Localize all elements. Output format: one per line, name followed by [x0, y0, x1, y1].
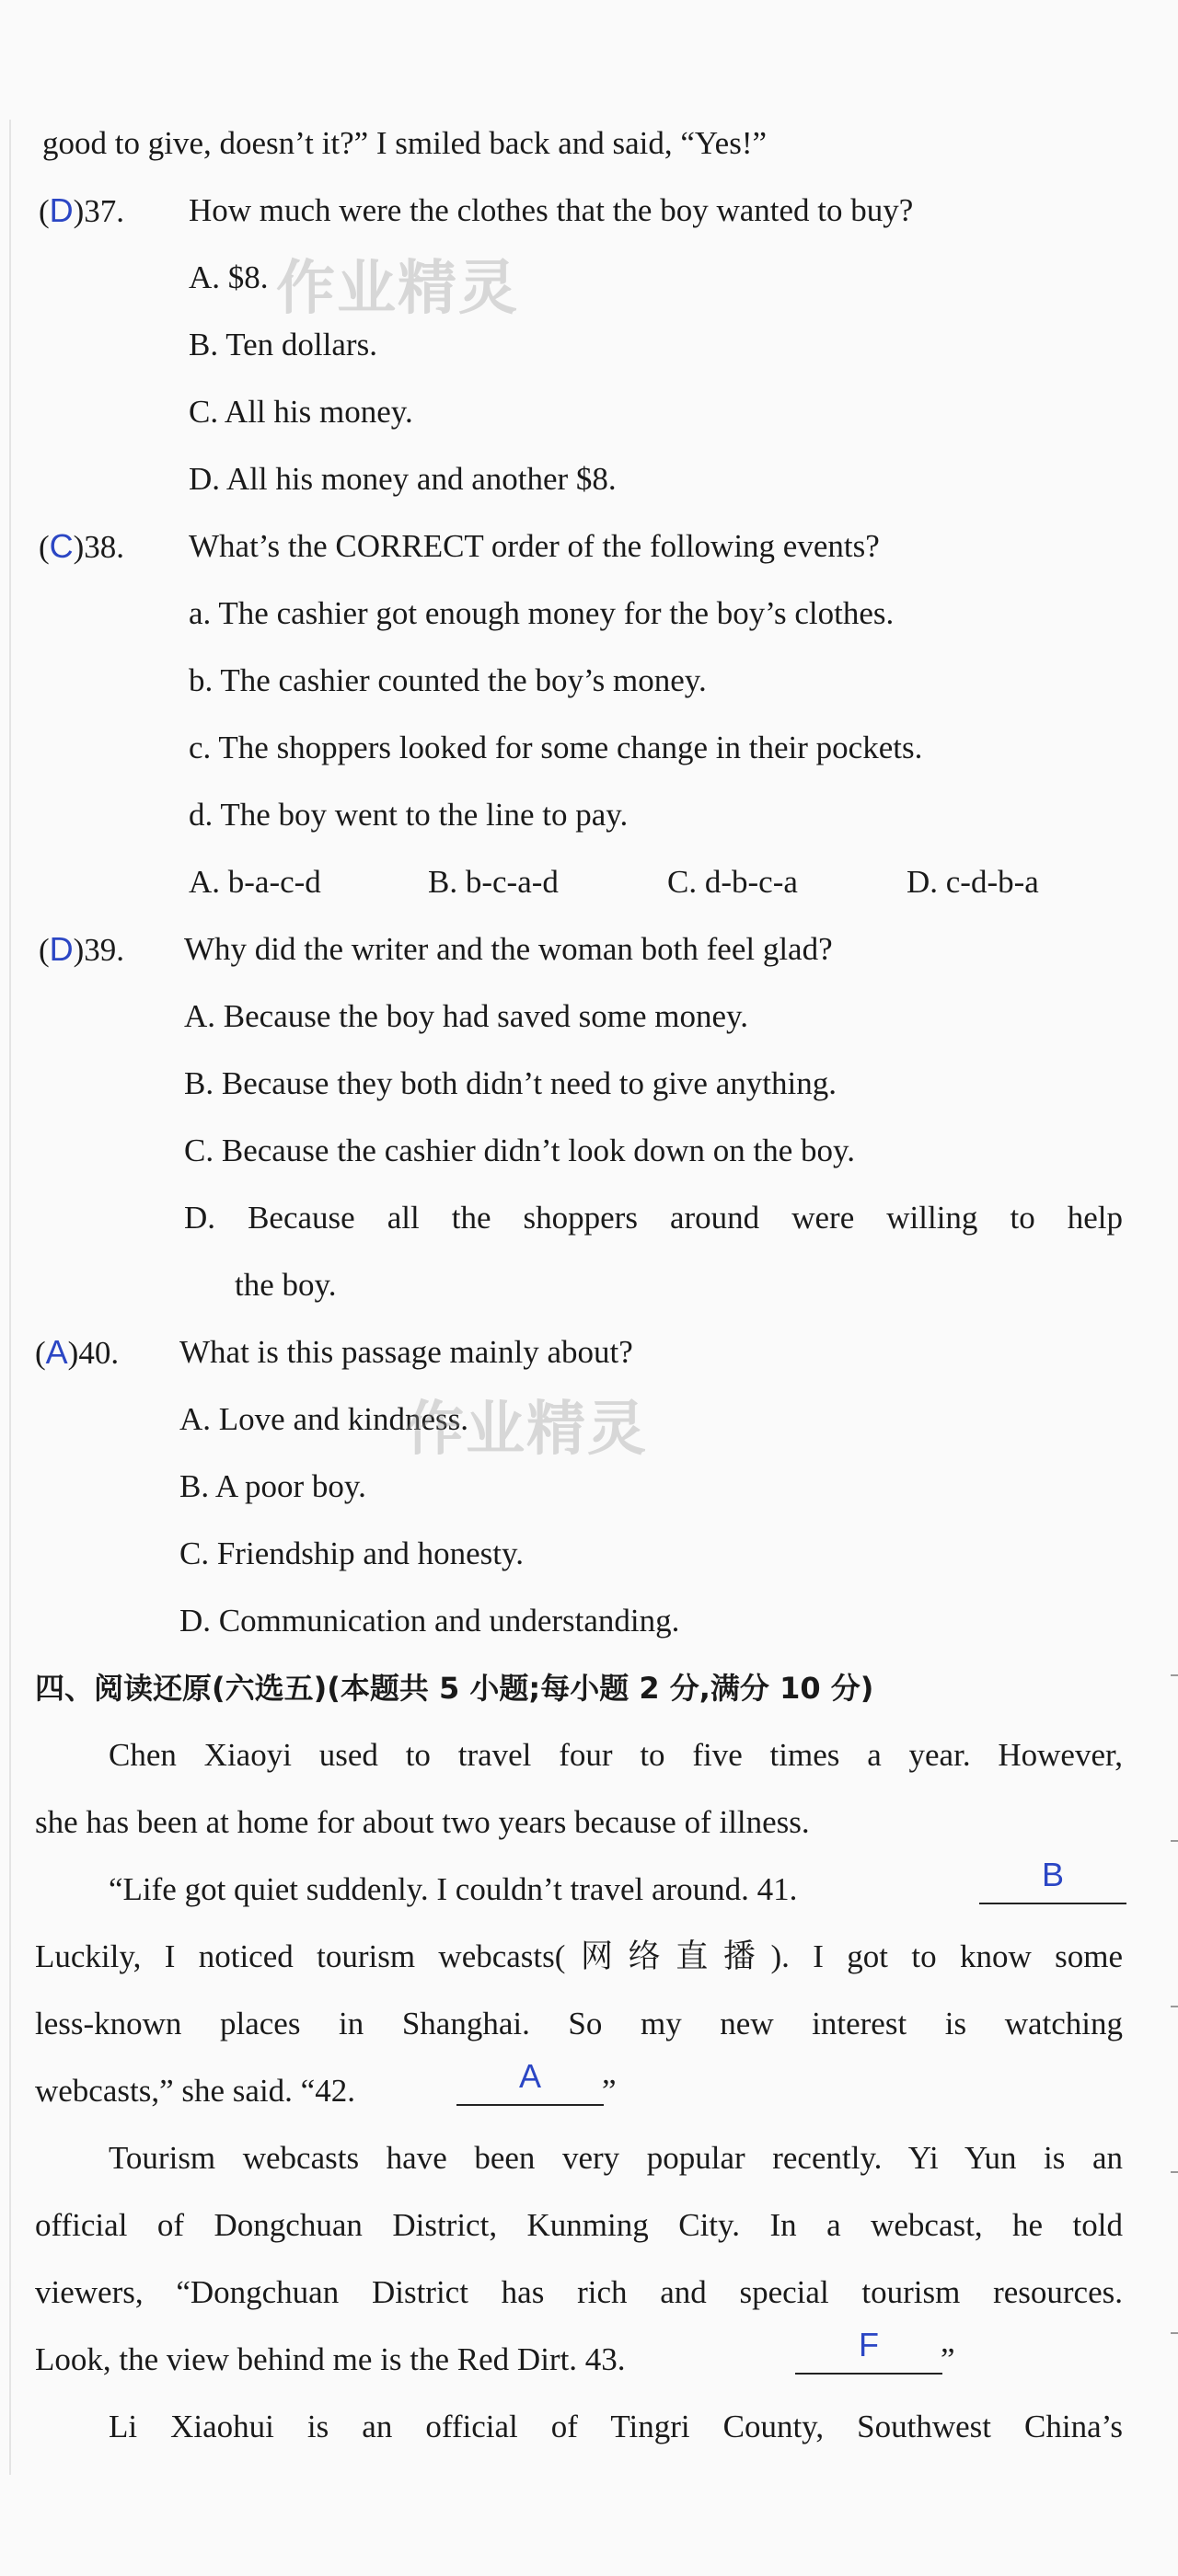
q38-event-c: c. The shoppers looked for some change in their pockets.: [189, 730, 923, 765]
watermark-top: 作业精灵: [276, 255, 519, 323]
q40-answer: A: [45, 1333, 68, 1371]
blank-43-answer: F: [859, 2326, 879, 2363]
q37-option-b: B. Ten dollars.: [189, 327, 377, 362]
q40-number: (A)40.: [35, 1333, 120, 1371]
passage-line-5: less-known places in Shanghai. So my new interest is watching: [35, 2006, 1123, 2041]
blank-42-quote: ”: [602, 2073, 617, 2109]
q39-option-b: B. Because they both didn’t need to give anything.: [184, 1065, 837, 1101]
right-margin-ticks: [1169, 1674, 1178, 2337]
q37-stem: How much were the clothes that the boy wanted to buy?: [189, 192, 914, 228]
blank-42-answer: A: [518, 2057, 541, 2095]
q38-option-b: B. b-c-a-d: [428, 864, 559, 900]
blank-41[interactable]: [979, 1856, 1126, 1904]
q38-answer: C: [49, 527, 74, 565]
q40-option-a: A. Love and kindness.: [179, 1401, 468, 1437]
worksheet-page: good to give, doesn’t it?” I smiled back and said, “Yes!” (D)37. How much were the clothes that the boy wanted to buy? A. $8. B. Ten dollars. C. All his money. D. All his money and another $8. (C)38. What’s the CORRECT order of the following events? a. The cashier got enough money for the boy’s clothes. b. The cashier counted the boy’s money. c. The shoppers looked for some change in their pockets. d. The boy went to the line to pay. A. b-a-c-d B. b-c-a-d C. d-b-c-a D. c-d-b-a (D)39. Why did the writer and the woman both feel glad? A. Because the boy had saved some money. B. Because they both didn’t need to give anything. C. Because the cashier didn’t look down on the boy. D. Because all the shoppers around were willing to help the boy. (A)40. What is this passage mainly about? A. Love and kindness. B. A poor boy. C. Friendship and honesty. D. Communication and understanding. 四、阅读还原(六选五)(本题共 5 小题;每小题 2 分,满分 10 分) Chen Xiaoyi used to travel four to five times a year. However, she has been at home for about two years because of illness. “Life got quiet suddenly. I couldn’t travel around. 41. B Luckily, I noticed tourism webcasts(网络直播). I got to know some less-known places in Shanghai. So my new interest is watching webcasts,” she said. “42. A ” Tourism webcasts have been very popular recently. Yi Yun is an official of Dongchuan District, Kunming City. In a webcast, he told viewers, “Dongchuan District has rich and special tourism resources. Look, the view behind me is the Red Dirt. 43. F ” Li Xiaohui is an official of Tingri County, Southwest China’s 作业精灵 作业精灵: [0, 0, 1178, 2576]
passage-line-8: official of Dongchuan District, Kunming City. In a webcast, he told: [35, 2207, 1123, 2243]
q38-option-c: C. d-b-c-a: [667, 864, 798, 900]
passage-line-4: Luckily, I noticed tourism webcasts(网络直播). I got to know some: [35, 1938, 1123, 1974]
q39-number: (D)39.: [39, 930, 125, 968]
watermark-middle: 作业精灵: [405, 1396, 648, 1464]
q40-option-c: C. Friendship and honesty.: [179, 1535, 524, 1571]
q38-number: (C)38.: [39, 527, 125, 565]
q39-option-a: A. Because the boy had saved some money.: [184, 998, 748, 1034]
q39-answer: D: [49, 930, 74, 968]
q39-option-d: D. Because all the shoppers around were willing to help: [184, 1200, 1123, 1236]
q38-event-b: b. The cashier counted the boy’s money.: [189, 662, 707, 698]
q37-option-c: C. All his money.: [189, 394, 413, 430]
q38-option-a: A. b-a-c-d: [189, 864, 321, 900]
q37-answer: D: [49, 191, 74, 229]
q40-option-b: B. A poor boy.: [179, 1468, 366, 1504]
passage-line-11: Li Xiaohui is an official of Tingri County, Southwest China’s: [109, 2409, 1123, 2444]
q38-event-a: a. The cashier got enough money for the boy’s clothes.: [189, 595, 895, 631]
q40-option-d: D. Communication and understanding.: [179, 1603, 680, 1639]
q40-stem: What is this passage mainly about?: [179, 1334, 633, 1370]
q38-option-d: D. c-d-b-a: [907, 864, 1039, 900]
blank-42[interactable]: [456, 2057, 604, 2106]
q39-option-d-cont: the boy.: [235, 1267, 337, 1303]
blank-41-answer: B: [1041, 1856, 1064, 1893]
intro-text: good to give, doesn’t it?” I smiled back and said, “Yes!”: [42, 125, 768, 161]
passage-line-1: Chen Xiaoyi used to travel four to five times a year. However,: [109, 1737, 1123, 1773]
q37-number: (D)37.: [39, 191, 125, 229]
q38-stem: What’s the CORRECT order of the following events?: [189, 528, 880, 564]
q38-event-d: d. The boy went to the line to pay.: [189, 797, 629, 833]
q39-option-c: C. Because the cashier didn’t look down on the boy.: [184, 1133, 856, 1168]
q39-stem: Why did the writer and the woman both feel glad?: [184, 931, 833, 967]
passage-line-9: viewers, “Dongchuan District has rich and special tourism resources.: [35, 2274, 1123, 2310]
q37-option-d: D. All his money and another $8.: [189, 461, 617, 497]
blank-43[interactable]: [795, 2326, 942, 2375]
q37-option-a: A. $8.: [189, 259, 269, 295]
passage-line-7: Tourism webcasts have been very popular recently. Yi Yun is an: [109, 2140, 1123, 2176]
blank-43-quote: ”: [941, 2341, 955, 2377]
passage-line-2: she has been at home for about two years because of illness.: [35, 1804, 810, 1840]
left-margin-line: [9, 120, 11, 2475]
